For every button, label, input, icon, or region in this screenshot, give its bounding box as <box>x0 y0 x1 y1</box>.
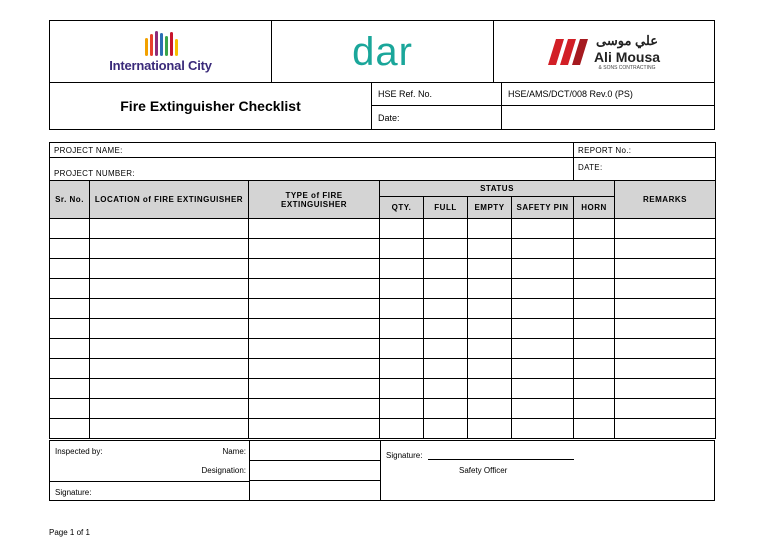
table-cell[interactable] <box>615 399 716 419</box>
hse-ref-label: HSE Ref. No. <box>371 82 501 105</box>
form-title: Fire Extinguisher Checklist <box>50 82 371 129</box>
table-cell[interactable] <box>468 279 512 299</box>
table-cell[interactable] <box>90 219 249 239</box>
table-cell[interactable] <box>574 399 615 419</box>
table-cell[interactable] <box>249 299 380 319</box>
table-cell[interactable] <box>424 379 468 399</box>
table-cell[interactable] <box>50 239 90 259</box>
table-cell[interactable] <box>90 279 249 299</box>
table-cell[interactable] <box>468 239 512 259</box>
table-cell[interactable] <box>574 319 615 339</box>
table-cell[interactable] <box>50 299 90 319</box>
safety-officer-section <box>380 441 715 500</box>
date-label: Date: <box>371 105 501 129</box>
table-row <box>50 319 716 339</box>
project-name-label: PROJECT NAME: <box>50 143 574 158</box>
safety-officer-signature-line[interactable] <box>428 451 574 460</box>
table-cell[interactable] <box>574 379 615 399</box>
table-cell[interactable] <box>380 399 424 419</box>
table-cell[interactable] <box>249 279 380 299</box>
table-cell[interactable] <box>512 239 574 259</box>
table-cell[interactable] <box>468 299 512 319</box>
table-cell[interactable] <box>424 299 468 319</box>
table-cell[interactable] <box>512 419 574 439</box>
col-full-header: FULL <box>424 197 468 219</box>
table-cell[interactable] <box>615 359 716 379</box>
table-cell[interactable] <box>574 339 615 359</box>
designation-label: Designation: <box>201 466 246 475</box>
project-number-label: PROJECT NUMBER: <box>50 158 574 181</box>
table-cell[interactable] <box>424 419 468 439</box>
ali-mousa-logo-icon <box>548 39 588 65</box>
table-cell[interactable] <box>249 419 380 439</box>
table-cell[interactable] <box>50 399 90 419</box>
table-row <box>50 399 716 419</box>
ali-mousa-arabic-text: علي موسى <box>596 32 658 48</box>
table-cell[interactable] <box>468 339 512 359</box>
table-cell[interactable] <box>424 259 468 279</box>
table-cell[interactable] <box>380 219 424 239</box>
table-cell[interactable] <box>249 219 380 239</box>
designation-field[interactable] <box>249 461 380 481</box>
table-cell[interactable] <box>380 379 424 399</box>
table-cell[interactable] <box>50 419 90 439</box>
col-safety-pin-header: SAFETY PIN <box>512 197 574 219</box>
inspected-by-label: Inspected by: <box>55 447 103 456</box>
table-cell[interactable] <box>249 399 380 419</box>
ali-mousa-logo <box>493 21 714 82</box>
table-cell[interactable] <box>512 299 574 319</box>
table-cell[interactable] <box>424 359 468 379</box>
table-cell[interactable] <box>380 299 424 319</box>
safety-officer-signature-label: Signature: <box>386 451 423 460</box>
table-cell[interactable] <box>380 319 424 339</box>
col-sr-header: Sr. No. <box>50 181 90 219</box>
international-city-logo <box>50 21 271 82</box>
table-cell[interactable] <box>468 259 512 279</box>
table-cell[interactable] <box>468 399 512 419</box>
table-row <box>50 239 716 259</box>
table-cell[interactable] <box>615 299 716 319</box>
table-cell[interactable] <box>615 279 716 299</box>
table-cell[interactable] <box>380 419 424 439</box>
ali-mousa-name-text: Ali Mousa <box>593 48 661 65</box>
table-cell[interactable] <box>424 399 468 419</box>
table-cell[interactable] <box>380 359 424 379</box>
table-row <box>50 359 716 379</box>
table-cell[interactable] <box>574 359 615 379</box>
table-cell[interactable] <box>424 239 468 259</box>
date-field[interactable] <box>501 105 714 129</box>
table-cell[interactable] <box>512 259 574 279</box>
table-cell[interactable] <box>512 219 574 239</box>
ali-mousa-sub-text: & SONS CONTRACTING <box>598 64 656 71</box>
table-cell[interactable] <box>615 339 716 359</box>
table-row <box>50 299 716 319</box>
table-cell[interactable] <box>50 339 90 359</box>
table-cell[interactable] <box>249 339 380 359</box>
col-horn-header: HORN <box>574 197 615 219</box>
table-cell[interactable] <box>90 299 249 319</box>
table-cell[interactable] <box>380 339 424 359</box>
table-row <box>50 379 716 399</box>
table-cell[interactable] <box>50 259 90 279</box>
table-cell[interactable] <box>468 319 512 339</box>
col-status-header: STATUS <box>380 181 615 197</box>
table-cell[interactable] <box>249 259 380 279</box>
table-cell[interactable] <box>615 379 716 399</box>
table-cell[interactable] <box>512 379 574 399</box>
table-cell[interactable] <box>615 419 716 439</box>
table-cell[interactable] <box>424 339 468 359</box>
table-cell[interactable] <box>574 219 615 239</box>
signature-label: Signature: <box>50 481 249 501</box>
footer-block <box>49 440 715 501</box>
table-cell[interactable] <box>90 339 249 359</box>
table-cell[interactable] <box>90 239 249 259</box>
table-row <box>50 279 716 299</box>
table-cell[interactable] <box>574 259 615 279</box>
table-cell[interactable] <box>468 419 512 439</box>
hse-ref-value: HSE/AMS/DCT/008 Rev.0 (PS) <box>501 82 714 105</box>
international-city-logo-icon <box>141 30 181 58</box>
col-empty-header: EMPTY <box>468 197 512 219</box>
table-row <box>50 419 716 439</box>
table-cell[interactable] <box>615 259 716 279</box>
table-row <box>50 339 716 359</box>
table-cell[interactable] <box>512 359 574 379</box>
table-cell[interactable] <box>424 319 468 339</box>
table-cell[interactable] <box>615 319 716 339</box>
table-cell[interactable] <box>512 279 574 299</box>
name-label: Name: <box>222 447 246 456</box>
safety-officer-label: Safety Officer <box>459 466 508 475</box>
dar-logo-text: dar <box>352 29 413 74</box>
table-cell[interactable] <box>50 279 90 299</box>
table-cell[interactable] <box>90 359 249 379</box>
col-type-header: TYPE of FIRE EXTINGUISHER <box>249 181 380 219</box>
table-cell[interactable] <box>468 219 512 239</box>
table-cell[interactable] <box>468 379 512 399</box>
table-cell[interactable] <box>249 319 380 339</box>
table-cell[interactable] <box>90 379 249 399</box>
info-date-label: DATE: <box>574 158 716 181</box>
international-city-logo-text: International City <box>109 58 212 73</box>
table-cell[interactable] <box>90 259 249 279</box>
table-cell[interactable] <box>50 359 90 379</box>
table-cell[interactable] <box>50 219 90 239</box>
table-cell[interactable] <box>249 379 380 399</box>
table-cell[interactable] <box>615 239 716 259</box>
dar-logo <box>271 21 493 82</box>
table-cell[interactable] <box>90 319 249 339</box>
signature-field[interactable] <box>249 481 380 501</box>
table-cell[interactable] <box>380 259 424 279</box>
table-row <box>50 219 716 239</box>
table-cell[interactable] <box>512 399 574 419</box>
table-cell[interactable] <box>249 359 380 379</box>
table-cell[interactable] <box>90 419 249 439</box>
col-remarks-header: REMARKS <box>615 181 716 219</box>
page-number: Page 1 of 1 <box>49 528 90 537</box>
table-cell[interactable] <box>512 319 574 339</box>
table-cell[interactable] <box>574 419 615 439</box>
header-block <box>49 20 715 130</box>
table-cell[interactable] <box>424 279 468 299</box>
col-location-header: LOCATION of FIRE EXTINGUISHER <box>90 181 249 219</box>
table-cell[interactable] <box>424 219 468 239</box>
table-cell[interactable] <box>512 339 574 359</box>
table-cell[interactable] <box>50 379 90 399</box>
report-no-label: REPORT No.: <box>574 143 716 158</box>
table-cell[interactable] <box>574 239 615 259</box>
table-cell[interactable] <box>380 239 424 259</box>
table-cell[interactable] <box>468 359 512 379</box>
table-cell[interactable] <box>249 239 380 259</box>
table-cell[interactable] <box>380 279 424 299</box>
table-row <box>50 259 716 279</box>
table-cell[interactable] <box>574 299 615 319</box>
checklist-table <box>49 142 716 439</box>
table-cell[interactable] <box>50 319 90 339</box>
col-qty-header: QTY. <box>380 197 424 219</box>
name-field[interactable] <box>249 441 380 461</box>
table-cell[interactable] <box>615 219 716 239</box>
table-cell[interactable] <box>90 399 249 419</box>
table-cell[interactable] <box>574 279 615 299</box>
